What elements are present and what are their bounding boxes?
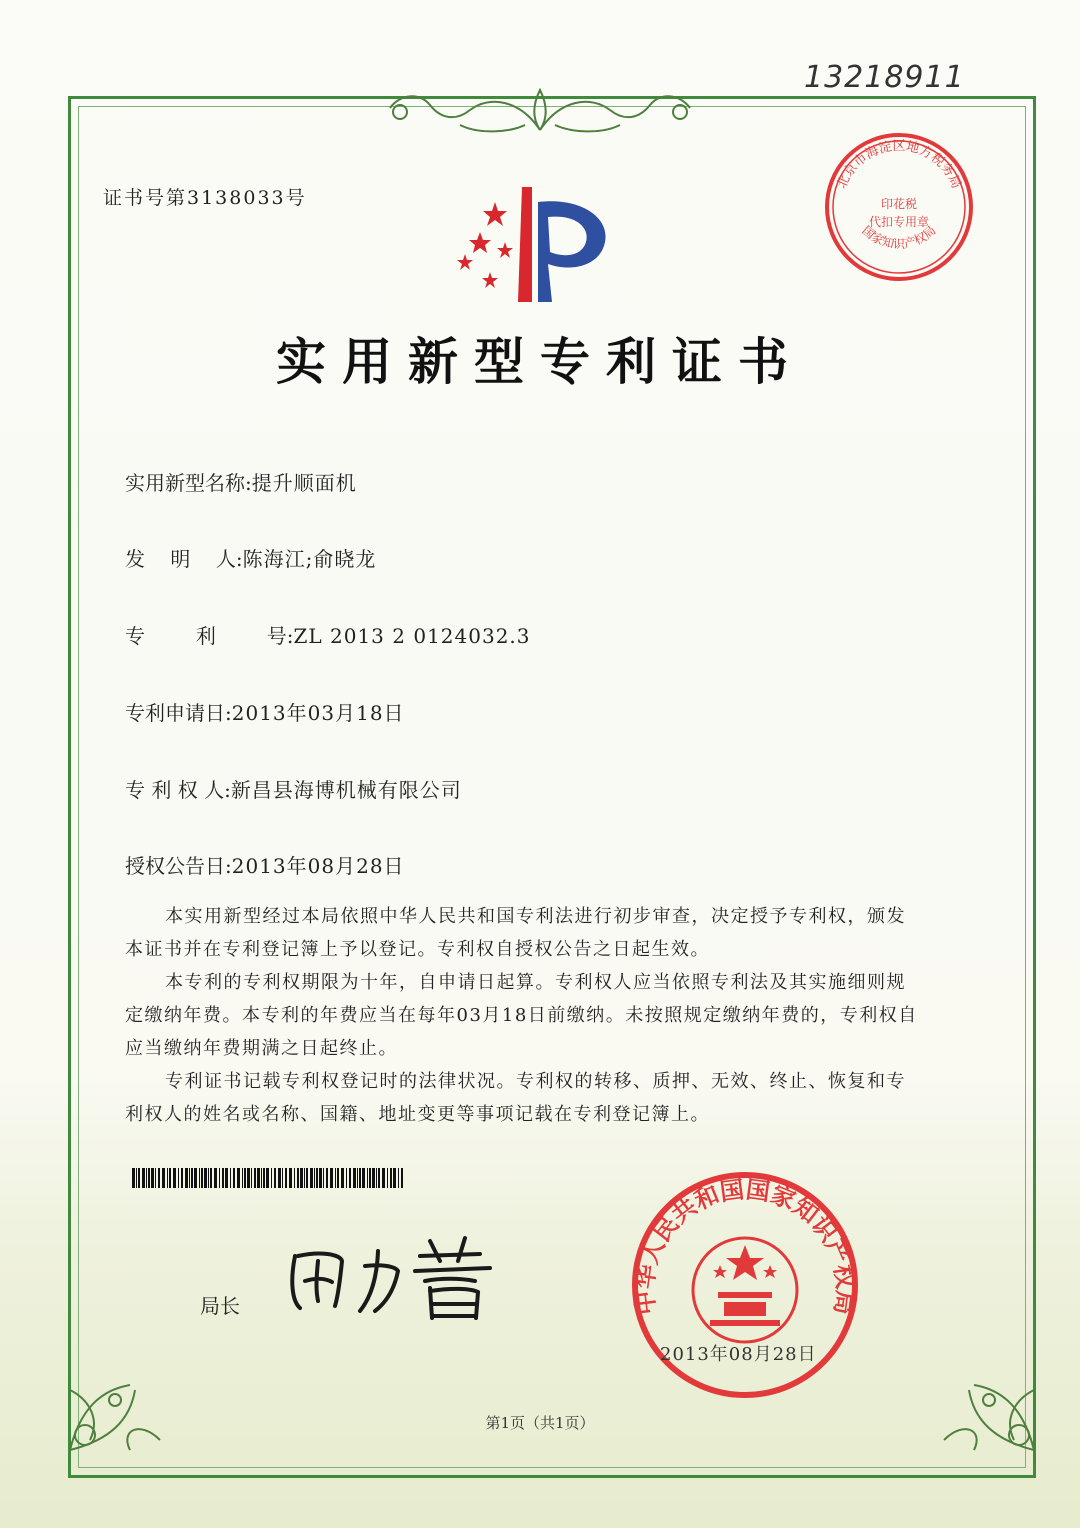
seal-date: 2013年08月28日: [660, 1344, 817, 1365]
barcode-bar: [247, 1168, 250, 1188]
barcode-bar: [225, 1168, 228, 1188]
barcode-bar: [337, 1168, 339, 1188]
barcode-bar: [151, 1168, 154, 1188]
office-seal-text: 中华人民共和国国家知识产权局: [630, 1175, 860, 1317]
barcode-bar: [199, 1168, 200, 1188]
barcode-bar: [214, 1168, 217, 1188]
field-value: 新昌县海博机械有限公司: [230, 778, 462, 802]
barcode-bar: [294, 1168, 295, 1188]
barcode-bar: [382, 1168, 385, 1188]
barcode-bar: [191, 1168, 193, 1188]
barcode-bar: [138, 1168, 140, 1188]
certificate-number: 证书号第3138033号: [103, 187, 307, 209]
barcode-bar: [282, 1168, 283, 1188]
field-application-date: [125, 697, 405, 726]
barcode-bar: [194, 1168, 197, 1188]
top-ornament-icon: [360, 80, 720, 140]
barcode-bar: [158, 1168, 160, 1188]
field-label: 授权公告日:: [125, 854, 232, 878]
barcode-bar: [167, 1168, 168, 1188]
barcode-bar: [230, 1168, 231, 1188]
tax-seal-line-2: 代扣专用章: [868, 215, 930, 229]
barcode-bar: [289, 1168, 292, 1188]
barcode-bar: [314, 1168, 315, 1188]
barcode-bar: [353, 1168, 356, 1188]
barcode-bar: [148, 1168, 150, 1188]
field-value: 2013年03月18日: [231, 701, 405, 725]
field-utility-model-name: [125, 467, 357, 496]
field-value: 2013年08月28日: [231, 854, 405, 878]
barcode-bar: [204, 1168, 207, 1188]
field-patent-number: [125, 620, 531, 649]
barcode-bar: [136, 1168, 137, 1188]
tax-seal-stamp-icon: [822, 130, 976, 284]
barcode-bar: [222, 1168, 224, 1188]
field-label: 专 利 权 人:: [125, 778, 231, 802]
tax-seal-bottom-text: 国家知识产权局: [859, 223, 939, 251]
director-signature-icon: [280, 1226, 510, 1326]
barcode-bar: [310, 1168, 313, 1188]
field-label: 实用新型名称:: [125, 471, 252, 495]
corner-ornament-icon: [914, 1330, 1044, 1460]
paragraph-grant: 本实用新型经过本局依照中华人民共和国专利法进行初步审查，决定授予专利权，颁发本证书并在专利登记簿上予以登记。专利权自授权公告之日起生效。: [125, 906, 906, 960]
field-value: ZL 2013 2 0124032.3: [293, 624, 531, 648]
barcode-bar: [208, 1168, 209, 1188]
barcode-bar: [304, 1168, 305, 1188]
field-value: 陈海江;俞晓龙: [242, 547, 377, 571]
field-value: 提升顺面机: [251, 471, 357, 495]
barcode-bar: [349, 1168, 351, 1188]
barcode-bar: [369, 1168, 371, 1188]
barcode-bar: [181, 1168, 183, 1188]
director-label: 局长: [200, 1294, 240, 1318]
barcode-bar: [185, 1168, 188, 1188]
barcode-bar: [271, 1168, 272, 1188]
barcode-bar: [201, 1168, 203, 1188]
svg-text:北京市海淀区地方税务局: [834, 138, 963, 191]
barcode-bar: [178, 1168, 179, 1188]
patent-office-logo-icon: [440, 182, 630, 312]
barcode-bar: [390, 1168, 392, 1188]
barcode-bar: [210, 1168, 212, 1188]
barcode-bar: [146, 1168, 147, 1188]
body-paragraphs: [125, 900, 925, 1131]
barcode-bar: [132, 1168, 135, 1188]
barcode-bar: [233, 1168, 235, 1188]
barcode-bar: [357, 1168, 358, 1188]
field-grant-date: [125, 850, 405, 879]
barcode-bar: [261, 1168, 262, 1188]
barcode-bar: [155, 1168, 156, 1188]
paragraph-term: 本专利的专利权期限为十年，自申请日起算。专利权人应当依照专利法及其实施细则规定缴纳年费。本专利的年费应当在每年03月18日前缴纳。未按照规定缴纳年费的，专利权自应当缴纳年费期满之日起终止。: [125, 972, 918, 1059]
barcode-bar: [173, 1168, 176, 1188]
barcode-bar: [254, 1168, 256, 1188]
barcode-bar: [251, 1168, 252, 1188]
barcode-bar: [263, 1168, 265, 1188]
barcode-bar: [162, 1168, 165, 1188]
barcode-bar: [323, 1168, 324, 1188]
barcode-bar: [326, 1168, 328, 1188]
barcode-bar: [398, 1168, 399, 1188]
barcode-bar: [372, 1168, 375, 1188]
field-inventor: [125, 543, 376, 572]
barcode-bar: [300, 1168, 303, 1188]
barcode-bar: [306, 1168, 308, 1188]
barcode-bar: [169, 1168, 171, 1188]
paragraph-legal-status: 专利证书记载专利权登记时的法律状况。专利权的转移、质押、无效、终止、恢复和专利权人的姓名或名称、国籍、地址变更等事项记载在专利登记簿上。: [125, 1071, 906, 1125]
barcode-bar: [316, 1168, 318, 1188]
barcode-bar: [387, 1168, 388, 1188]
field-patentee: [125, 774, 462, 803]
barcode-bar: [237, 1168, 240, 1188]
barcode-bar: [142, 1168, 145, 1188]
barcode-icon: [132, 1168, 407, 1188]
tax-seal-outer-text: 北京市海淀区地方税务局: [834, 139, 964, 191]
field-label: 发 明 人:: [125, 547, 243, 571]
barcode-bar: [285, 1168, 287, 1188]
barcode-bar: [330, 1168, 333, 1188]
page-title: 实用新型专利证书: [276, 333, 804, 391]
handwritten-note: 13218911: [804, 60, 965, 95]
barcode-bar: [244, 1168, 246, 1188]
barcode-bar: [257, 1168, 260, 1188]
barcode-bar: [359, 1168, 361, 1188]
barcode-bar: [335, 1168, 336, 1188]
barcode-bar: [362, 1168, 365, 1188]
barcode-bar: [401, 1168, 403, 1188]
tax-seal-line-1: 印花税: [880, 197, 918, 211]
barcode-bar: [242, 1168, 243, 1188]
barcode-bar: [278, 1168, 281, 1188]
barcode-bar: [189, 1168, 190, 1188]
barcode-bar: [378, 1168, 380, 1188]
barcode-bar: [219, 1168, 220, 1188]
field-label: 专 利 号:: [125, 624, 294, 648]
barcode-bar: [393, 1168, 396, 1188]
barcode-bar: [341, 1168, 344, 1188]
barcode-bar: [319, 1168, 322, 1188]
corner-ornament-icon: [60, 1330, 190, 1460]
barcode-bar: [367, 1168, 368, 1188]
barcode-bar: [274, 1168, 276, 1188]
page-footer: 第1页（共1页）: [485, 1414, 595, 1432]
barcode-bar: [297, 1168, 299, 1188]
barcode-bar: [266, 1168, 269, 1188]
barcode-bar: [346, 1168, 347, 1188]
barcode-bar: [376, 1168, 377, 1188]
field-label: 专利申请日:: [125, 701, 232, 725]
